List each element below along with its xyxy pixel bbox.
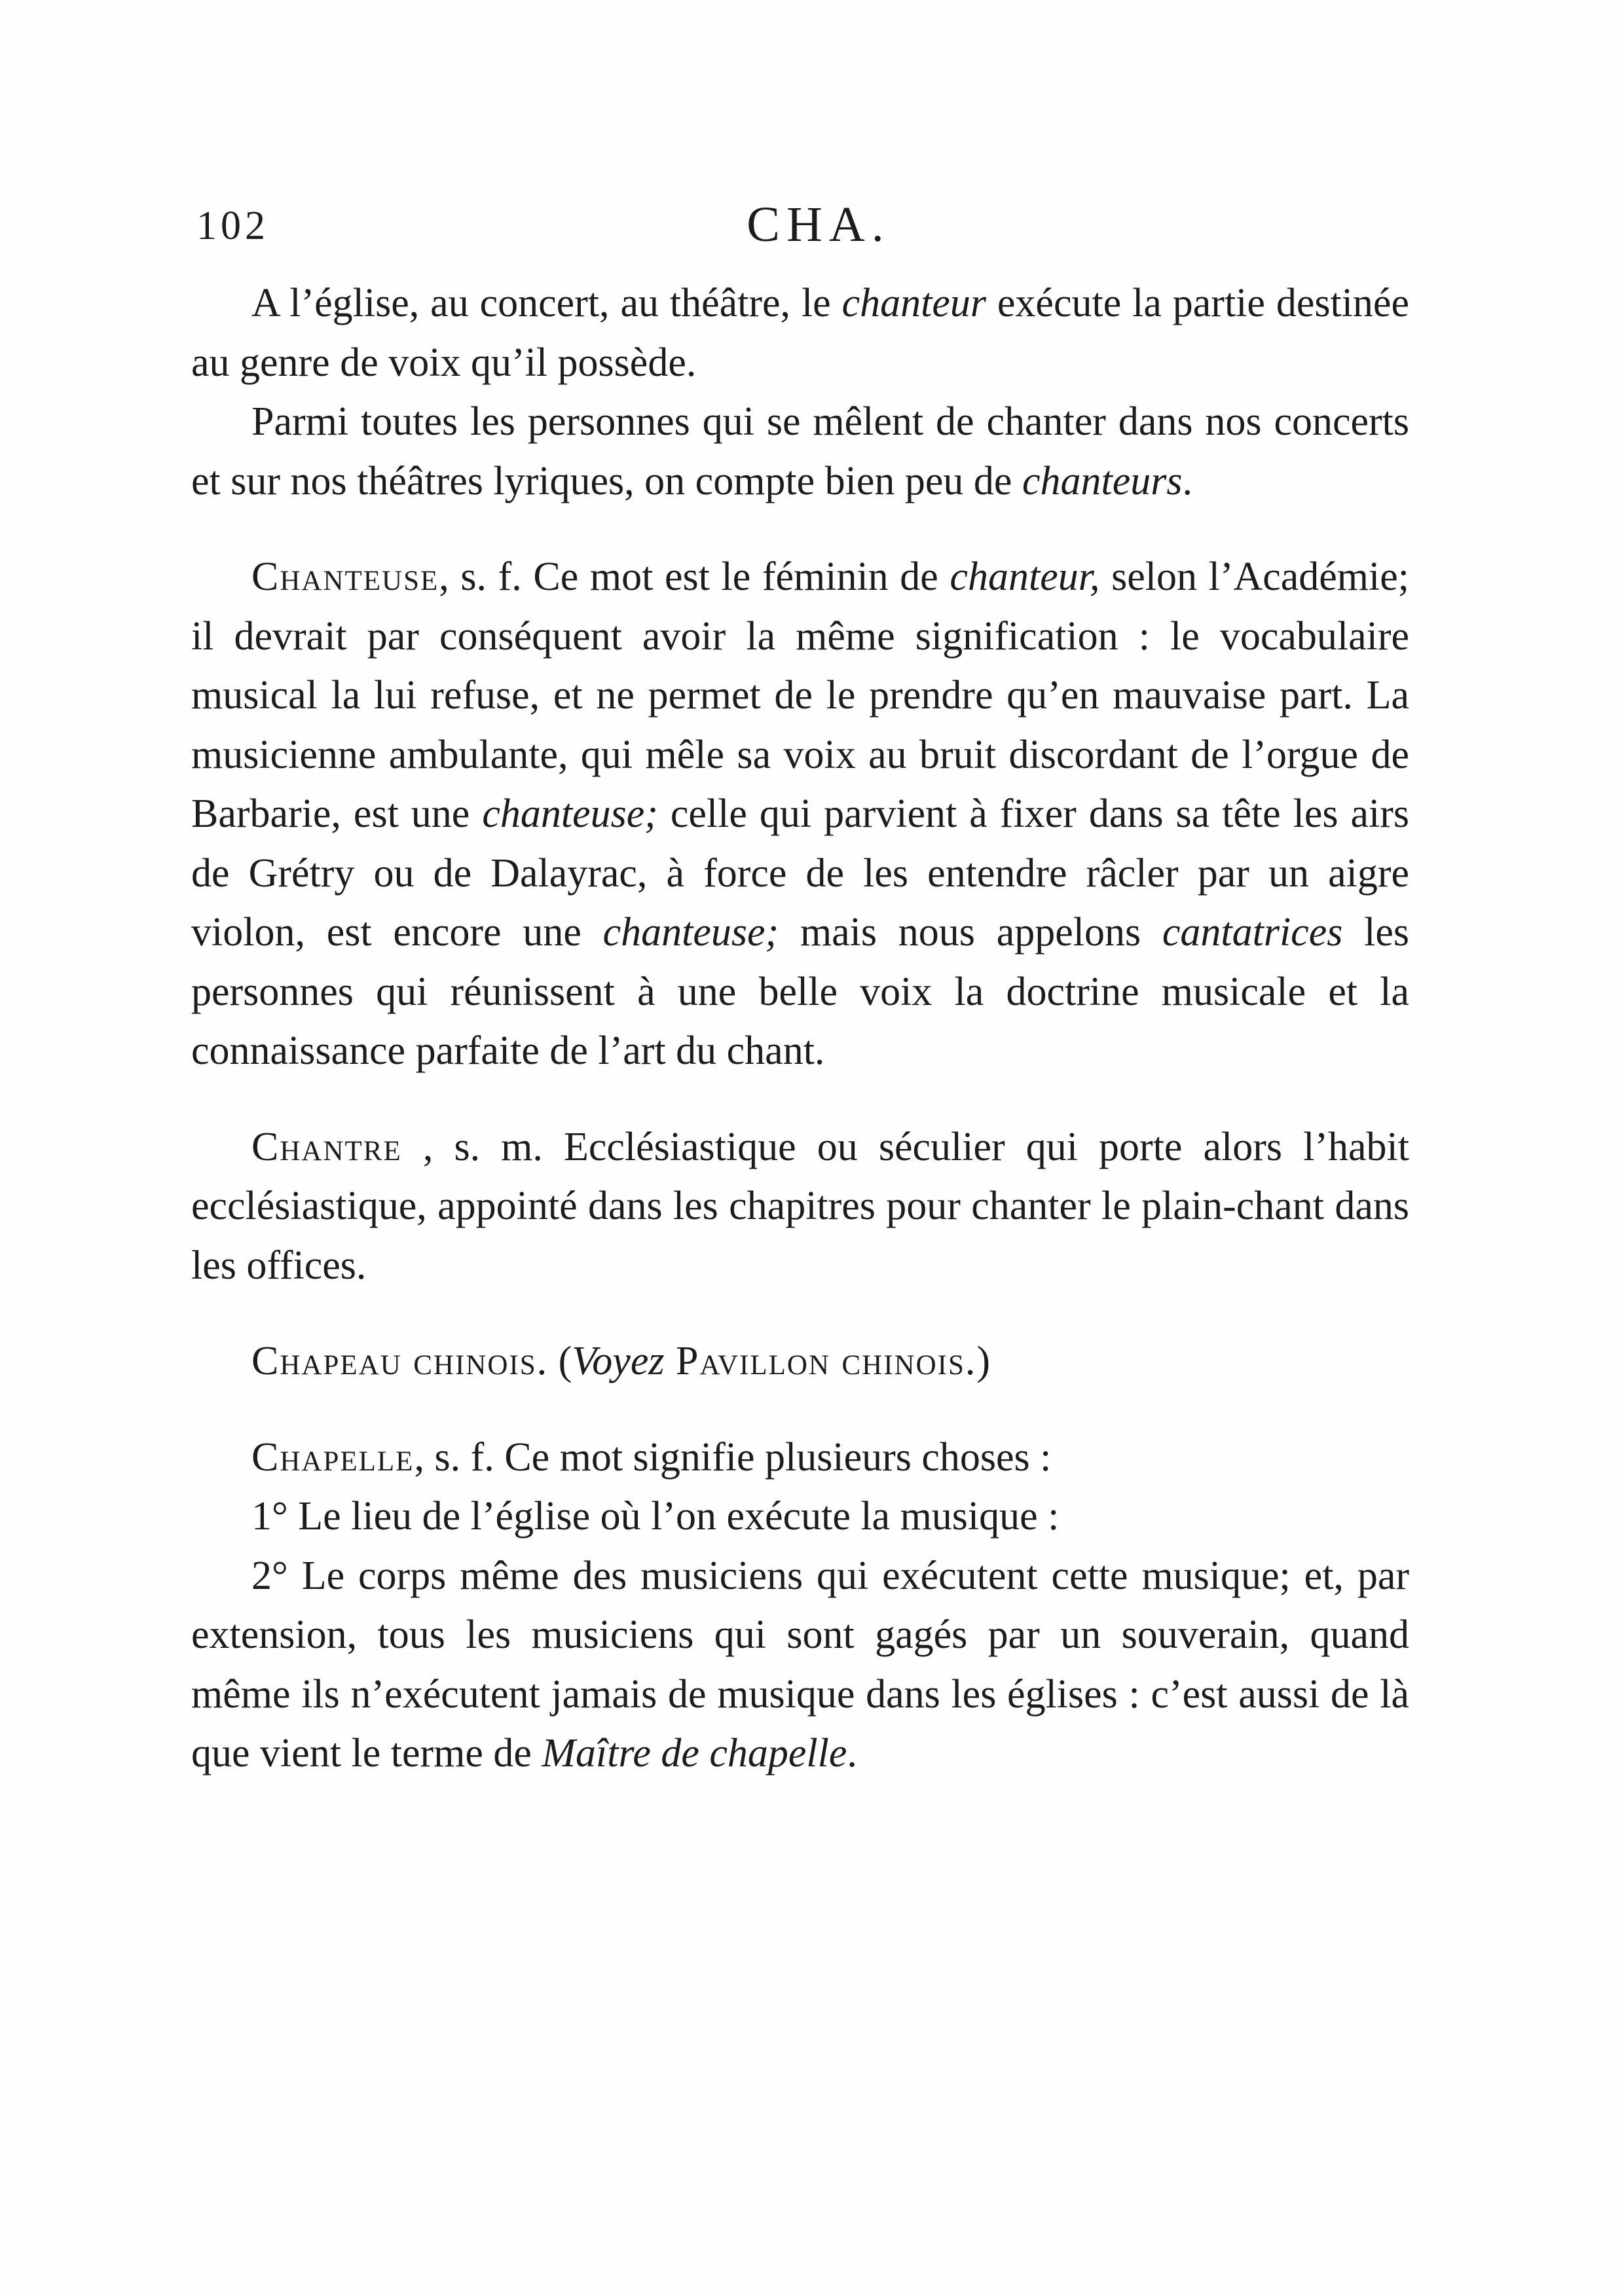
italic-term: chanteuse; — [482, 792, 658, 836]
text-run: les personnes qui réunissent à une belle voix la doctrine musicale et la connaissance parfaite de l’art du chant. — [191, 910, 1409, 1073]
text-run: 2° Le corps même des musiciens qui exécutent cette musique; et, par extension, tous les musiciens qui sont gagés par un souverain, quand même ils n’exécutent jamais de musique dans les églises : c’est aussi de là que vient le terme de — [191, 1553, 1409, 1776]
entry-spacer — [191, 1081, 1409, 1118]
italic-term: Voyez — [572, 1339, 665, 1383]
text-run: . — [1182, 458, 1192, 503]
text-run: Parmi toutes les personnes qui se mêlent de chanter dans nos concerts et sur nos théâtres lyriques, on compte bien peu de — [191, 399, 1409, 503]
entry-headword: Chantre — [251, 1124, 402, 1169]
page-header — [196, 196, 1401, 262]
text-run: , s. f. Ce mot signifie plusieurs choses : — [414, 1434, 1052, 1480]
italic-term: chanteur, — [950, 555, 1100, 599]
text-run: , s. m. Ecclésiastique ou séculier qui porte alors l’habit ecclésiastique, appointé dans les chapitres pour chanter le plain-chant dans les offices. — [191, 1124, 1409, 1288]
cross-reference: Pavillon chinois. — [664, 1339, 977, 1383]
entry-spacer — [191, 1391, 1409, 1428]
entry-headword: Chanteuse — [251, 555, 439, 599]
text-run: celle qui parvient à fixer dans sa tête les airs de Grétry ou de Dalayrac, à force de les entendre râcler par un aigre violon, est encore une — [191, 792, 1409, 955]
text-run: selon l’Académie; il devrait par conséquent avoir la même signification : le vocabulaire musical la lui refuse, et ne permet de le prendre qu’en mauvaise part. La musicienne ambulante, qui mêle sa voix au bruit discordant de l’orgue de Barbarie, est une — [191, 555, 1409, 836]
entry-chantre — [191, 1118, 1409, 1296]
italic-term: chanteuse; — [602, 910, 779, 955]
chanteur-paragraph-2 — [191, 392, 1409, 511]
text-run: , s. f. Ce mot est le féminin de — [439, 555, 950, 599]
entry-spacer — [191, 1295, 1409, 1332]
italic-term: chanteur — [841, 281, 986, 325]
chapelle-sense-1: 1° Le lieu de l’église où l’on exécute la musique : — [251, 1494, 1060, 1539]
chanteur-paragraph-1 — [191, 274, 1409, 392]
entry-headword: Chapelle — [251, 1434, 415, 1480]
entry-chanteuse — [191, 547, 1409, 1081]
entry-headword: Chapeau chinois. — [251, 1339, 549, 1383]
text-run: A l’église, au concert, au théâtre, le — [251, 281, 842, 325]
text-run: . — [847, 1731, 857, 1776]
text-run: ( — [548, 1339, 572, 1383]
entry-chapelle — [191, 1428, 1409, 1487]
italic-term: Maître de chapelle — [542, 1731, 847, 1776]
running-head: CHA. — [747, 197, 891, 252]
chapelle-sense-2 — [191, 1546, 1409, 1783]
italic-term: chanteurs — [1022, 458, 1183, 503]
body-text — [191, 274, 1409, 1783]
text-run: ) — [976, 1339, 991, 1383]
italic-term: cantatrices — [1162, 910, 1343, 955]
entry-spacer — [191, 511, 1409, 547]
page-number: 102 — [196, 204, 269, 248]
text-run: mais nous appelons — [779, 910, 1162, 955]
entry-chapeau-chinois — [191, 1332, 1409, 1391]
text-run: exécute la partie destinée au genre de voix qu’il possède. — [191, 281, 1409, 385]
